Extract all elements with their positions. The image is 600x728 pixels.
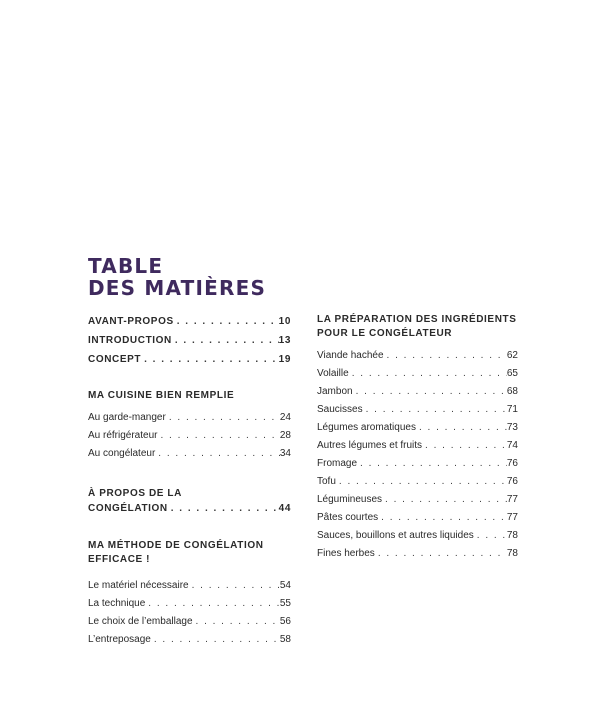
preparation-list — [317, 347, 518, 563]
toc-entry[interactable] — [317, 527, 518, 545]
toc-entry-propos[interactable] — [88, 501, 291, 517]
toc-entry-page: 62 — [506, 350, 518, 361]
toc-entry-page: 76 — [506, 476, 518, 487]
toc-entry-page: 28 — [279, 430, 291, 441]
toc-entry[interactable] — [317, 401, 518, 419]
toc-entry-label: AVANT-PROPOS — [88, 316, 174, 327]
toc-entry-label: Jambon — [317, 386, 353, 397]
toc-entry-label: Au réfrigérateur — [88, 430, 158, 441]
toc-entry-label: Au garde-manger — [88, 412, 166, 423]
toc-entry-label: Viande hachée — [317, 350, 384, 361]
dot-leader — [353, 383, 507, 401]
toc-entry[interactable] — [88, 577, 291, 595]
toc-entry[interactable] — [317, 437, 518, 455]
dot-leader — [474, 527, 507, 545]
toc-entry[interactable] — [88, 613, 291, 631]
toc-entry-page: 73 — [506, 422, 518, 433]
toc-entry-label: Légumes aromatiques — [317, 422, 416, 433]
dot-leader — [416, 419, 507, 437]
toc-entry[interactable] — [88, 409, 291, 427]
toc-entry-page: 78 — [506, 530, 518, 541]
toc-entry-label: Autres légumes et fruits — [317, 440, 423, 451]
toc-left-column — [88, 313, 291, 649]
section-title-propos-line-1: À PROPOS DE LA — [88, 488, 182, 499]
toc-entry-page: 76 — [506, 458, 518, 469]
dot-leader — [349, 365, 507, 383]
toc-entry[interactable] — [317, 347, 518, 365]
dot-leader — [172, 332, 279, 350]
toc-entry-label: Tofu — [317, 476, 336, 487]
dot-leader — [189, 577, 280, 595]
title-line-1: TABLE — [88, 254, 164, 278]
dot-leader — [155, 445, 280, 463]
toc-entry-label: CONCEPT — [88, 354, 142, 365]
toc-entry[interactable] — [317, 473, 518, 491]
page-title — [88, 255, 266, 299]
toc-entry-concept[interactable] — [88, 351, 291, 369]
toc-entry[interactable] — [317, 509, 518, 527]
toc-entry[interactable] — [88, 445, 291, 463]
toc-entry-page: 54 — [279, 580, 291, 591]
section-title-preparation-line-2: POUR LE CONGÉLATEUR — [317, 328, 453, 339]
toc-entry-label: L’entreposage — [88, 634, 151, 645]
toc-entry-page: 56 — [279, 616, 291, 627]
toc-entry[interactable] — [317, 545, 518, 563]
toc-entry-page: 58 — [279, 634, 291, 645]
toc-entry-page: 68 — [506, 386, 518, 397]
dot-leader — [193, 613, 280, 631]
toc-entry[interactable] — [317, 365, 518, 383]
dot-leader — [363, 401, 507, 419]
toc-entry-page: 44 — [278, 503, 291, 514]
dot-leader — [145, 595, 280, 613]
toc-entry[interactable] — [88, 427, 291, 445]
section-title-preparation-line-1: LA PRÉPARATION DES INGRÉDIENTS — [317, 314, 517, 325]
section-title-methode-line-1: MA MÉTHODE DE CONGÉLATION — [88, 540, 264, 551]
toc-entry-label: Sauces, bouillons et autres liquides — [317, 530, 474, 541]
toc-entry-label: Volaille — [317, 368, 349, 379]
toc-entry[interactable] — [317, 383, 518, 401]
toc-entry-label: Saucisses — [317, 404, 363, 415]
toc-right-column — [317, 313, 518, 563]
dot-leader — [157, 427, 279, 445]
dot-leader — [151, 631, 280, 649]
toc-entry-label: Pâtes courtes — [317, 512, 379, 523]
toc-entry-page: 71 — [506, 404, 518, 415]
toc-entry-page: 13 — [278, 335, 291, 346]
toc-entry-label: Le choix de l’emballage — [88, 616, 193, 627]
dot-leader — [384, 347, 507, 365]
dot-leader — [375, 545, 507, 563]
toc-entry-label: Fines herbes — [317, 548, 375, 559]
dot-leader — [357, 455, 507, 473]
dot-leader — [422, 437, 507, 455]
toc-entry-label: La technique — [88, 598, 146, 609]
toc-entry[interactable] — [317, 455, 518, 473]
toc-entry-page: 34 — [279, 448, 291, 459]
dot-leader — [174, 313, 279, 331]
toc-entry-label: Le matériel nécessaire — [88, 580, 189, 591]
dot-leader — [382, 491, 507, 509]
toc-entry[interactable] — [317, 491, 518, 509]
toc-entry-page: 65 — [506, 368, 518, 379]
dot-leader — [141, 351, 279, 369]
toc-entry-page: 74 — [506, 440, 518, 451]
toc-entry-page: 55 — [279, 598, 291, 609]
dot-leader — [336, 473, 507, 491]
toc-entry-label: Légumineuses — [317, 494, 383, 505]
toc-entry-label: Fromage — [317, 458, 358, 469]
title-line-2: DES MATIÈRES — [88, 276, 267, 300]
toc-entry-page: 78 — [506, 548, 518, 559]
toc-entry-page: 19 — [278, 354, 291, 365]
toc-entry-page: 77 — [506, 512, 518, 523]
toc-entry-label: INTRODUCTION — [88, 335, 172, 346]
toc-entry-page: 24 — [279, 412, 291, 423]
section-title-cuisine: MA CUISINE BIEN REMPLIE — [88, 390, 235, 401]
toc-entry[interactable] — [88, 595, 291, 613]
dot-leader — [168, 501, 279, 517]
toc-entry[interactable] — [88, 631, 291, 649]
toc-entry[interactable] — [317, 419, 518, 437]
section-title-methode-line-2: EFFICACE ! — [88, 554, 151, 565]
toc-entry-label: CONGÉLATION — [88, 503, 168, 514]
toc-entry-page: 77 — [506, 494, 518, 505]
toc-entry-avant-propos[interactable] — [88, 313, 291, 331]
dot-leader — [378, 509, 507, 527]
toc-entry-label: Au congélateur — [88, 448, 156, 459]
toc-entry-introduction[interactable] — [88, 332, 291, 350]
dot-leader — [166, 409, 280, 427]
toc-entry-page: 10 — [278, 316, 291, 327]
